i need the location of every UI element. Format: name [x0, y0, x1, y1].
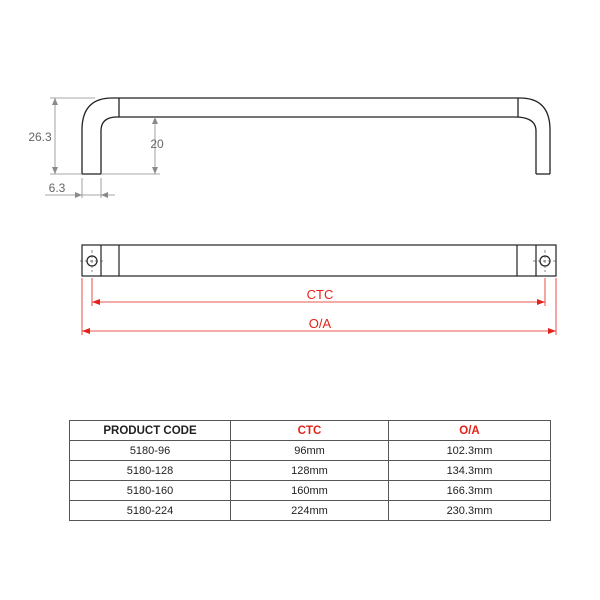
dim-inner-height-label: 20 [150, 137, 164, 151]
top-view [82, 245, 556, 276]
product-spec-table [69, 420, 551, 521]
dim-height-label: 26.3 [28, 130, 52, 144]
table-row [70, 441, 551, 461]
cell-oa: 166.3mm [389, 481, 551, 501]
table-row [70, 481, 551, 501]
table-row [70, 501, 551, 521]
ctc-label: CTC [306, 287, 334, 302]
dim-thickness-label: 6.3 [48, 181, 66, 195]
cell-ctc: 224mm [231, 501, 389, 521]
table-header-row [70, 421, 551, 441]
cell-product-code: 5180-160 [70, 481, 231, 501]
cell-oa: 230.3mm [389, 501, 551, 521]
side-view-arrows [52, 98, 158, 198]
cell-oa: 102.3mm [389, 441, 551, 461]
side-view [82, 98, 550, 174]
header-oa: O/A [389, 421, 551, 441]
cell-oa: 134.3mm [389, 461, 551, 481]
cell-product-code: 5180-224 [70, 501, 231, 521]
cell-ctc: 96mm [231, 441, 389, 461]
header-product-code: PRODUCT CODE [70, 421, 231, 441]
handle-top-outline [82, 245, 556, 276]
cell-ctc: 160mm [231, 481, 389, 501]
header-ctc: CTC [231, 421, 389, 441]
oa-label: O/A [308, 316, 332, 331]
cell-product-code: 5180-128 [70, 461, 231, 481]
hole-center-marks [80, 250, 557, 272]
handle-outer-profile [82, 98, 550, 174]
table-row [70, 461, 551, 481]
cell-product-code: 5180-96 [70, 441, 231, 461]
cell-ctc: 128mm [231, 461, 389, 481]
handle-inner-profile [101, 117, 536, 174]
